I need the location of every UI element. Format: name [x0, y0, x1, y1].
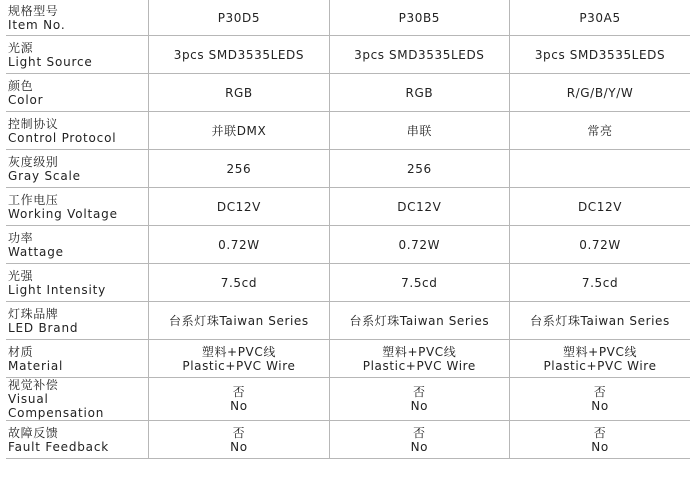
row-label-en: Light Intensity: [8, 282, 106, 297]
cell-text: 台系灯珠Taiwan Series: [169, 313, 309, 328]
table-row: [6, 112, 690, 150]
table-cell: [510, 112, 690, 150]
cell-text: 塑料+PVC线: [201, 344, 276, 359]
row-label-cn: 颜色: [8, 78, 34, 93]
table-cell: [149, 188, 329, 226]
row-label-cn: 光强: [8, 268, 34, 283]
cell-text: No: [410, 439, 429, 454]
table-cell: [510, 264, 690, 302]
row-label: [6, 226, 149, 264]
table-cell: [510, 188, 690, 226]
table-cell: [149, 378, 329, 421]
cell-text: RGB: [225, 85, 253, 100]
table-cell: [329, 264, 509, 302]
table-cell: [510, 340, 690, 378]
table-cell: [510, 302, 690, 340]
cell-text: P30A5: [579, 10, 621, 25]
table-cell: [329, 74, 509, 112]
row-label-en: Working Voltage: [8, 206, 118, 221]
row-label: [6, 150, 149, 188]
table-cell: [510, 226, 690, 264]
cell-text: No: [230, 399, 248, 413]
table-row: [6, 340, 690, 378]
table-cell: [149, 340, 329, 378]
row-label-en: Visual Compensation: [8, 392, 105, 420]
row-label-cn: 灰度级别: [8, 154, 59, 169]
table-row: [6, 74, 690, 112]
table-cell: [329, 36, 509, 74]
table-row: [6, 302, 690, 340]
cell-text: 否: [232, 425, 246, 440]
cell-text: 台系灯珠Taiwan Series: [349, 313, 490, 328]
table-cell: [329, 302, 509, 340]
row-label-en: LED Brand: [8, 320, 79, 335]
table-cell: [149, 302, 329, 340]
cell-text: P30D5: [217, 10, 261, 25]
row-label-en: Color: [8, 92, 44, 107]
cell-text: 塑料+PVC线: [562, 344, 638, 359]
cell-text: 并联DMX: [211, 123, 267, 138]
row-label-cn: 控制协议: [8, 116, 59, 131]
table-cell: [149, 0, 329, 36]
table-cell: [149, 421, 329, 459]
row-label-cn: 工作电压: [8, 192, 59, 207]
cell-text: 常亮: [587, 123, 613, 138]
cell-text: 7.5cd: [220, 275, 258, 290]
table-row: [6, 264, 690, 302]
row-label-cn: 视觉补偿: [8, 378, 59, 392]
cell-text: 256: [226, 161, 252, 176]
row-label: [6, 112, 149, 150]
row-label: [6, 340, 149, 378]
table-row: [6, 0, 690, 36]
cell-text: 串联: [406, 123, 432, 138]
row-label-en: Control Protocol: [8, 130, 117, 145]
cell-text: 3pcs SMD3535LEDS: [354, 47, 485, 62]
cell-text: 3pcs SMD3535LEDS: [534, 47, 666, 62]
table-cell: [329, 421, 509, 459]
cell-text: 256: [406, 161, 432, 176]
cell-text: 0.72W: [579, 237, 621, 252]
cell-text: 否: [593, 425, 607, 440]
table-row: [6, 36, 690, 74]
table-cell: [149, 226, 329, 264]
table-cell: [329, 226, 509, 264]
row-label: [6, 0, 149, 36]
row-label-en: Light Source: [8, 54, 93, 69]
table-row: [6, 378, 690, 421]
cell-text: 否: [232, 385, 246, 399]
table-cell: [329, 0, 509, 36]
row-label-en: Material: [8, 358, 64, 373]
cell-text: R/G/B/Y/W: [566, 85, 634, 100]
table-cell: [329, 378, 509, 421]
cell-text: 台系灯珠Taiwan Series: [530, 313, 670, 328]
cell-text: 0.72W: [398, 237, 441, 252]
table-row: [6, 188, 690, 226]
row-label-cn: 功率: [8, 230, 34, 245]
table-cell: [149, 264, 329, 302]
spec-table-body: [6, 0, 690, 459]
cell-text: No: [230, 439, 248, 454]
cell-text: 0.72W: [218, 237, 260, 252]
table-cell: [510, 421, 690, 459]
row-label-cn: 光源: [8, 40, 34, 55]
cell-text: 塑料+PVC线: [382, 344, 457, 359]
table-row: [6, 226, 690, 264]
table-row: [6, 150, 690, 188]
row-label: [6, 264, 149, 302]
cell-text: RGB: [405, 85, 434, 100]
row-label-en: Fault Feedback: [8, 439, 109, 454]
cell-text: DC12V: [216, 199, 261, 214]
cell-text: No: [591, 439, 609, 454]
table-cell: [149, 36, 329, 74]
row-label: [6, 378, 149, 421]
table-row: [6, 421, 690, 459]
row-label: [6, 421, 149, 459]
cell-text: No: [591, 399, 609, 413]
row-label: [6, 302, 149, 340]
row-label-cn: 规格型号: [8, 3, 59, 18]
cell-text: 否: [593, 385, 607, 399]
table-cell: [149, 74, 329, 112]
table-cell: [510, 150, 690, 188]
cell-text: 否: [413, 385, 426, 399]
table-cell: [510, 36, 690, 74]
table-cell: [329, 150, 509, 188]
cell-text: No: [410, 399, 429, 413]
row-label: [6, 74, 149, 112]
row-label-cn: 材质: [8, 344, 34, 359]
table-cell: [329, 340, 509, 378]
cell-text: DC12V: [397, 199, 442, 214]
row-label: [6, 36, 149, 74]
row-label-en: Gray Scale: [8, 168, 81, 183]
cell-text: 7.5cd: [581, 275, 619, 290]
cell-text: Plastic+PVC Wire: [362, 358, 476, 373]
table-cell: [149, 112, 329, 150]
table-cell: [510, 0, 690, 36]
row-label-cn: 故障反馈: [8, 425, 59, 440]
table-cell: [510, 378, 690, 421]
table-cell: [510, 74, 690, 112]
spec-table: [6, 0, 690, 459]
row-label: [6, 188, 149, 226]
cell-text: DC12V: [577, 199, 623, 214]
cell-text: 否: [413, 425, 426, 440]
row-label-cn: 灯珠品牌: [8, 306, 59, 321]
cell-text: Plastic+PVC Wire: [543, 358, 657, 373]
table-cell: [149, 150, 329, 188]
table-cell: [329, 112, 509, 150]
cell-text: Plastic+PVC Wire: [182, 358, 296, 373]
cell-text: P30B5: [398, 10, 441, 25]
cell-text: 7.5cd: [401, 275, 438, 290]
row-label-en: Wattage: [8, 244, 64, 259]
cell-text: 3pcs SMD3535LEDS: [173, 47, 305, 62]
row-label-en: Item No.: [8, 17, 66, 32]
table-cell: [329, 188, 509, 226]
